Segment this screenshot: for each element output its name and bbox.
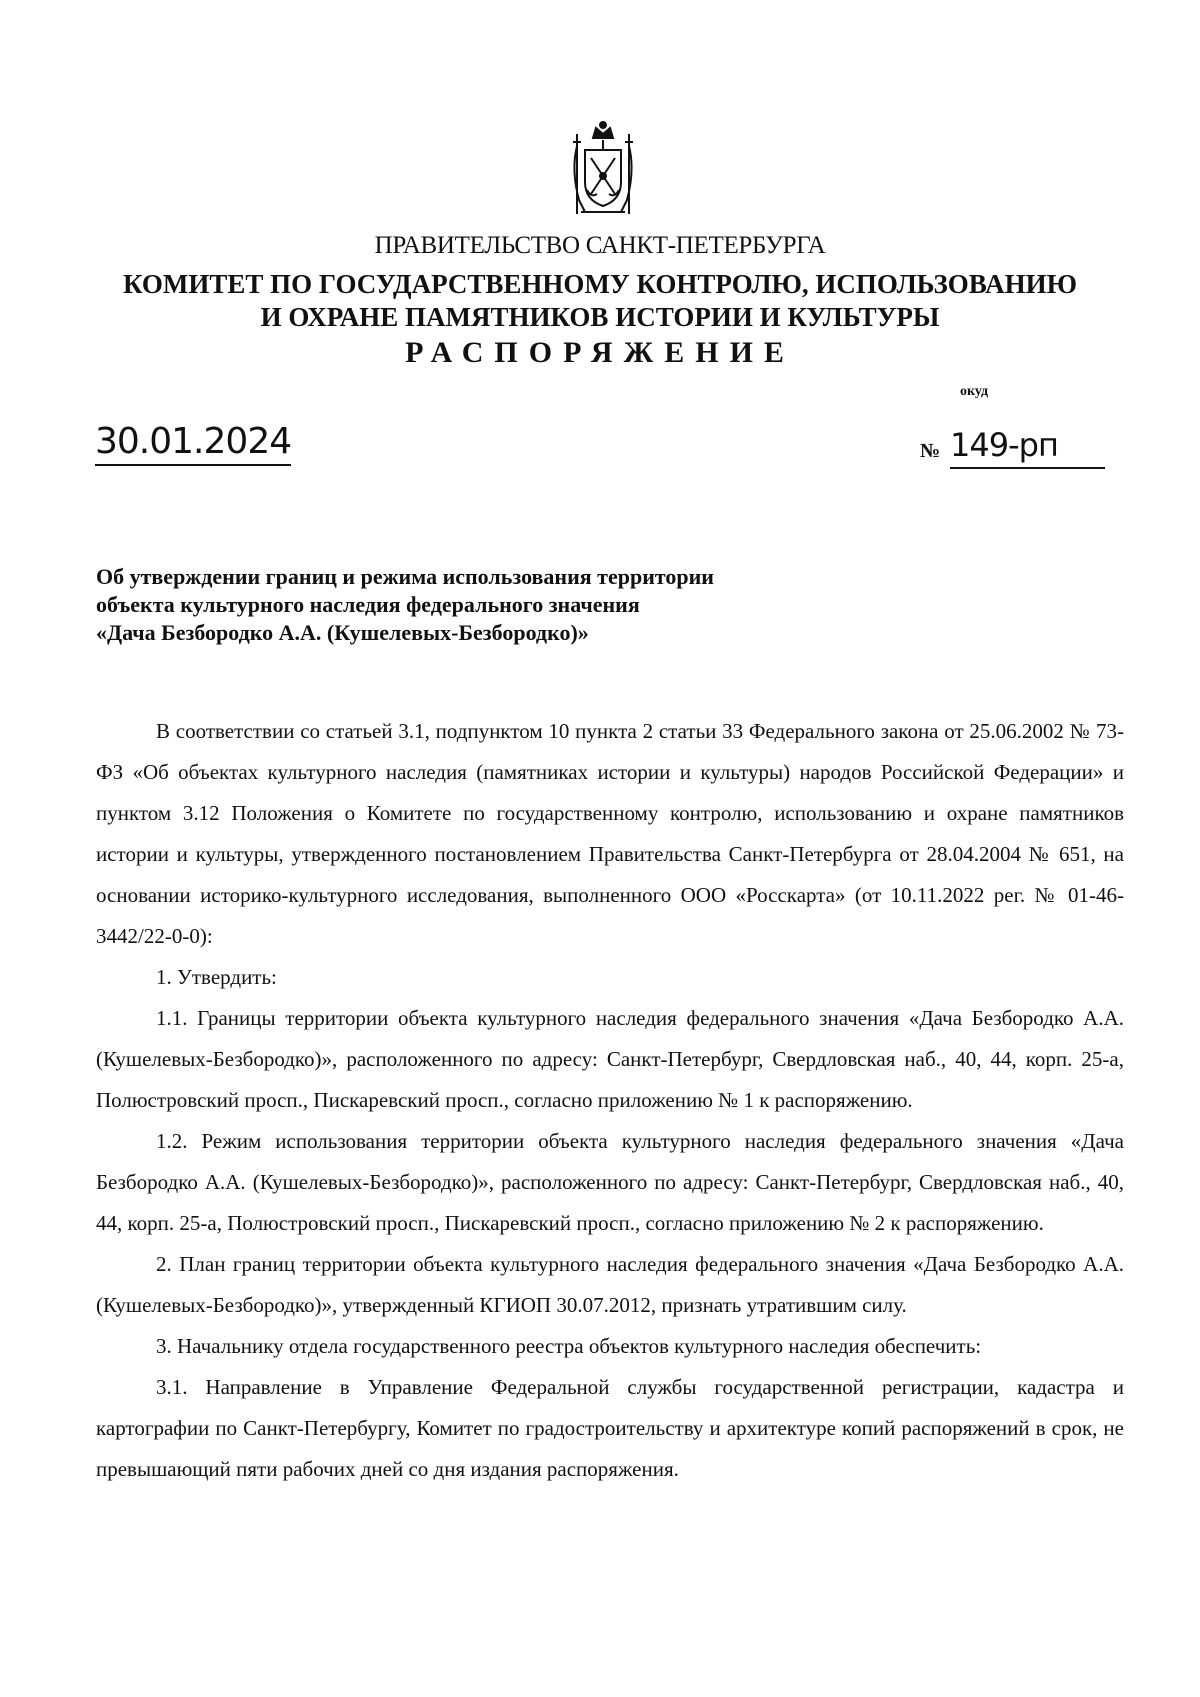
- paragraph-3: 3. Начальнику отдела государственного реестра объектов культурного наследия обеспечить:: [156, 1334, 982, 1358]
- coat-of-arms-icon: [563, 120, 643, 220]
- committee-name-line1: КОМИТЕТ ПО ГОСУДАРСТВЕННОМУ КОНТРОЛЮ, ИСПОЛЬЗОВАНИЮ: [123, 269, 1077, 299]
- document-date: 30.01.2024: [95, 422, 291, 466]
- title-line1: Об утверждении границ и режима использования территории: [96, 564, 714, 589]
- paragraph-1-2: 1.2. Режим использования территории объекта культурного наследия федерального значения «Дача Безбородко А.А. (Кушелевых-Безбородко)», расположенного по адресу: Санкт-Петербург, Свердловская наб., 40, 44, корп. 25-а, Полюстровский просп., Пискаревский просп., согласно приложению № 2 к распоряжению.: [96, 1129, 1124, 1235]
- document-title: [96, 563, 856, 647]
- committee-name-line2: И ОХРАНЕ ПАМЯТНИКОВ ИСТОРИИ И КУЛЬТУРЫ: [260, 302, 940, 332]
- number-underline: [950, 467, 1105, 469]
- number-value: 149-рп: [950, 426, 1058, 464]
- paragraph-3-1: 3.1. Направление в Управление Федеральной службы государственной регистрации, кадастра и картографии по Санкт-Петербургу, Комитет по градостроительству и архитектуре копий распоряжений в срок, не превышающий пяти рабочих дней со дня издания распоряжения.: [96, 1375, 1124, 1481]
- document-number: [920, 426, 1105, 470]
- title-line3: «Дача Безбородко А.А. (Кушелевых-Безбородко)»: [96, 620, 589, 645]
- paragraph-1: 1. Утвердить:: [156, 965, 277, 989]
- document-type: РАСПОРЯЖЕНИЕ: [405, 336, 795, 369]
- paragraph-preamble: В соответствии со статьей 3.1, подпунктом 10 пункта 2 статьи 33 Федерального закона от 25.06.2002 № 73-ФЗ «Об объектах культурного наследия (памятниках истории и культуры) народов Российской Федерации» и пунктом 3.12 Положения о Комитете по государственному контролю, использованию и охране памятников истории и культуры, утвержденного постановлением Правительства Санкт-Петербурга от 28.04.2004 № 651, на основании историко-культурного исследования, выполненного ООО «Росскарта» (от 10.11.2022 рег. № 01-46-3442/22-0-0):: [96, 719, 1124, 948]
- paragraph-2: 2. План границ территории объекта культурного наследия федерального значения «Дача Безбородко А.А. (Кушелевых-Безбородко)», утвержденный КГИОП 30.07.2012, признать утратившим силу.: [96, 1252, 1124, 1317]
- okud-label: окуд: [960, 384, 989, 399]
- document-body: [96, 711, 1124, 1490]
- government-name: ПРАВИТЕЛЬСТВО САНКТ-ПЕТЕРБУРГА: [374, 232, 826, 259]
- paragraph-1-1: 1.1. Границы территории объекта культурного наследия федерального значения «Дача Безбородко А.А. (Кушелевых-Безбородко)», расположенного по адресу: Санкт-Петербург, Свердловская наб., 40, 44, корп. 25-а, Полюстровский просп., Пискаревский просп., согласно приложению № 1 к распоряжению.: [96, 1006, 1124, 1112]
- number-sign: №: [920, 440, 941, 462]
- committee-name: [0, 268, 1200, 334]
- title-line2: объекта культурного наследия федерального значения: [96, 592, 640, 617]
